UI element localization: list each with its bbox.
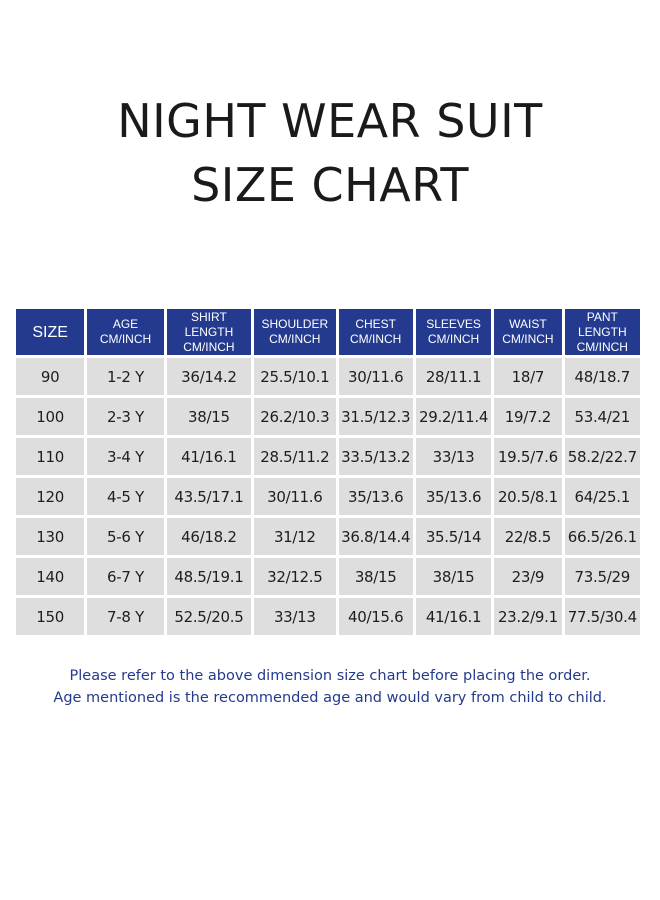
cell-chest: 38/15 [339, 558, 413, 595]
cell-age: 6-7 Y [87, 558, 163, 595]
table-row [16, 398, 640, 435]
header-shirt-length [167, 309, 251, 355]
cell-shoulder: 28.5/11.2 [254, 438, 335, 475]
table-row [16, 438, 640, 475]
cell-shoulder: 33/13 [254, 598, 335, 635]
cell-shoulder: 26.2/10.3 [254, 398, 335, 435]
header-unit: CM/INCH [427, 332, 480, 346]
cell-size: 120 [16, 478, 84, 515]
cell-waist: 23/9 [494, 558, 561, 595]
table-row [16, 358, 640, 395]
cell-shirt-length: 36/14.2 [167, 358, 251, 395]
cell-sleeves: 35.5/14 [416, 518, 491, 555]
cell-age: 2-3 Y [87, 398, 163, 435]
cell-size: 110 [16, 438, 84, 475]
header-unit: CM/INCH [502, 332, 554, 346]
cell-chest: 31.5/12.3 [339, 398, 413, 435]
header-label: PANT LENGTH [577, 309, 627, 339]
table-row [16, 518, 640, 555]
order-note: Please refer to the above dimension size chart before placing the order. [69, 668, 591, 684]
header-pant-length [565, 309, 640, 355]
cell-shoulder: 25.5/10.1 [254, 358, 335, 395]
cell-shirt-length: 38/15 [167, 398, 251, 435]
header-unit: CM/INCH [269, 332, 321, 346]
cell-size: 130 [16, 518, 84, 555]
cell-shirt-length: 41/16.1 [167, 438, 251, 475]
table-row [16, 558, 640, 595]
header-unit: CM/INCH [350, 332, 402, 346]
table-row [16, 478, 640, 515]
cell-sleeves: 28/11.1 [416, 358, 491, 395]
header-unit: CM/INCH [576, 339, 628, 354]
cell-chest: 35/13.6 [339, 478, 413, 515]
header-waist [494, 309, 561, 355]
cell-shirt-length: 43.5/17.1 [167, 478, 251, 515]
cell-shoulder: 32/12.5 [254, 558, 335, 595]
cell-age: 3-4 Y [87, 438, 163, 475]
cell-waist: 22/8.5 [494, 518, 561, 555]
cell-waist: 18/7 [494, 358, 561, 395]
cell-chest: 33.5/13.2 [339, 438, 413, 475]
cell-pant-length: 66.5/26.1 [565, 518, 640, 555]
cell-pant-length: 48/18.7 [565, 358, 640, 395]
cell-waist: 20.5/8.1 [494, 478, 561, 515]
cell-size: 140 [16, 558, 84, 595]
cell-shirt-length: 48.5/19.1 [167, 558, 251, 595]
cell-age: 4-5 Y [87, 478, 163, 515]
table-row [16, 598, 640, 635]
cell-size: 90 [16, 358, 84, 395]
cell-age: 7-8 Y [87, 598, 163, 635]
table-header-row [16, 309, 640, 355]
cell-pant-length: 77.5/30.4 [565, 598, 640, 635]
cell-shoulder: 31/12 [254, 518, 335, 555]
cell-chest: 40/15.6 [339, 598, 413, 635]
cell-size: 100 [16, 398, 84, 435]
cell-sleeves: 33/13 [416, 438, 491, 475]
header-sleeves [416, 309, 491, 355]
cell-shirt-length: 52.5/20.5 [167, 598, 251, 635]
header-unit: CM/INCH [183, 339, 235, 354]
header-label: SHIRT LENGTH [184, 309, 234, 339]
title-line-2: SIZE CHART [191, 158, 469, 212]
cell-sleeves: 29.2/11.4 [416, 398, 491, 435]
cell-pant-length: 53.4/21 [565, 398, 640, 435]
cell-pant-length: 73.5/29 [565, 558, 640, 595]
cell-sleeves: 35/13.6 [416, 478, 491, 515]
header-label: CHEST [355, 317, 397, 331]
header-label: AGE [112, 317, 139, 331]
cell-waist: 19.5/7.6 [494, 438, 561, 475]
cell-pant-length: 58.2/22.7 [565, 438, 640, 475]
header-unit: CM/INCH [99, 332, 152, 346]
cell-shirt-length: 46/18.2 [167, 518, 251, 555]
cell-sleeves: 41/16.1 [416, 598, 491, 635]
cell-pant-length: 64/25.1 [565, 478, 640, 515]
title-line-1: NIGHT WEAR SUIT [117, 94, 543, 148]
cell-chest: 36.8/14.4 [339, 518, 413, 555]
cell-age: 5-6 Y [87, 518, 163, 555]
size-chart-table [13, 306, 643, 638]
cell-waist: 23.2/9.1 [494, 598, 561, 635]
header-chest [339, 309, 413, 355]
header-label: SHOULDER [261, 317, 329, 331]
cell-age: 1-2 Y [87, 358, 163, 395]
header-shoulder [254, 309, 335, 355]
cell-waist: 19/7.2 [494, 398, 561, 435]
age-note: Age mentioned is the recommended age and would vary from child to child. [53, 690, 607, 706]
header-size [16, 309, 84, 355]
cell-shoulder: 30/11.6 [254, 478, 335, 515]
cell-size: 150 [16, 598, 84, 635]
cell-chest: 30/11.6 [339, 358, 413, 395]
header-label: SLEEVES [426, 317, 481, 331]
header-age [87, 309, 163, 355]
header-label: WAIST [509, 317, 547, 331]
header-label: SIZE [32, 323, 68, 341]
cell-sleeves: 38/15 [416, 558, 491, 595]
